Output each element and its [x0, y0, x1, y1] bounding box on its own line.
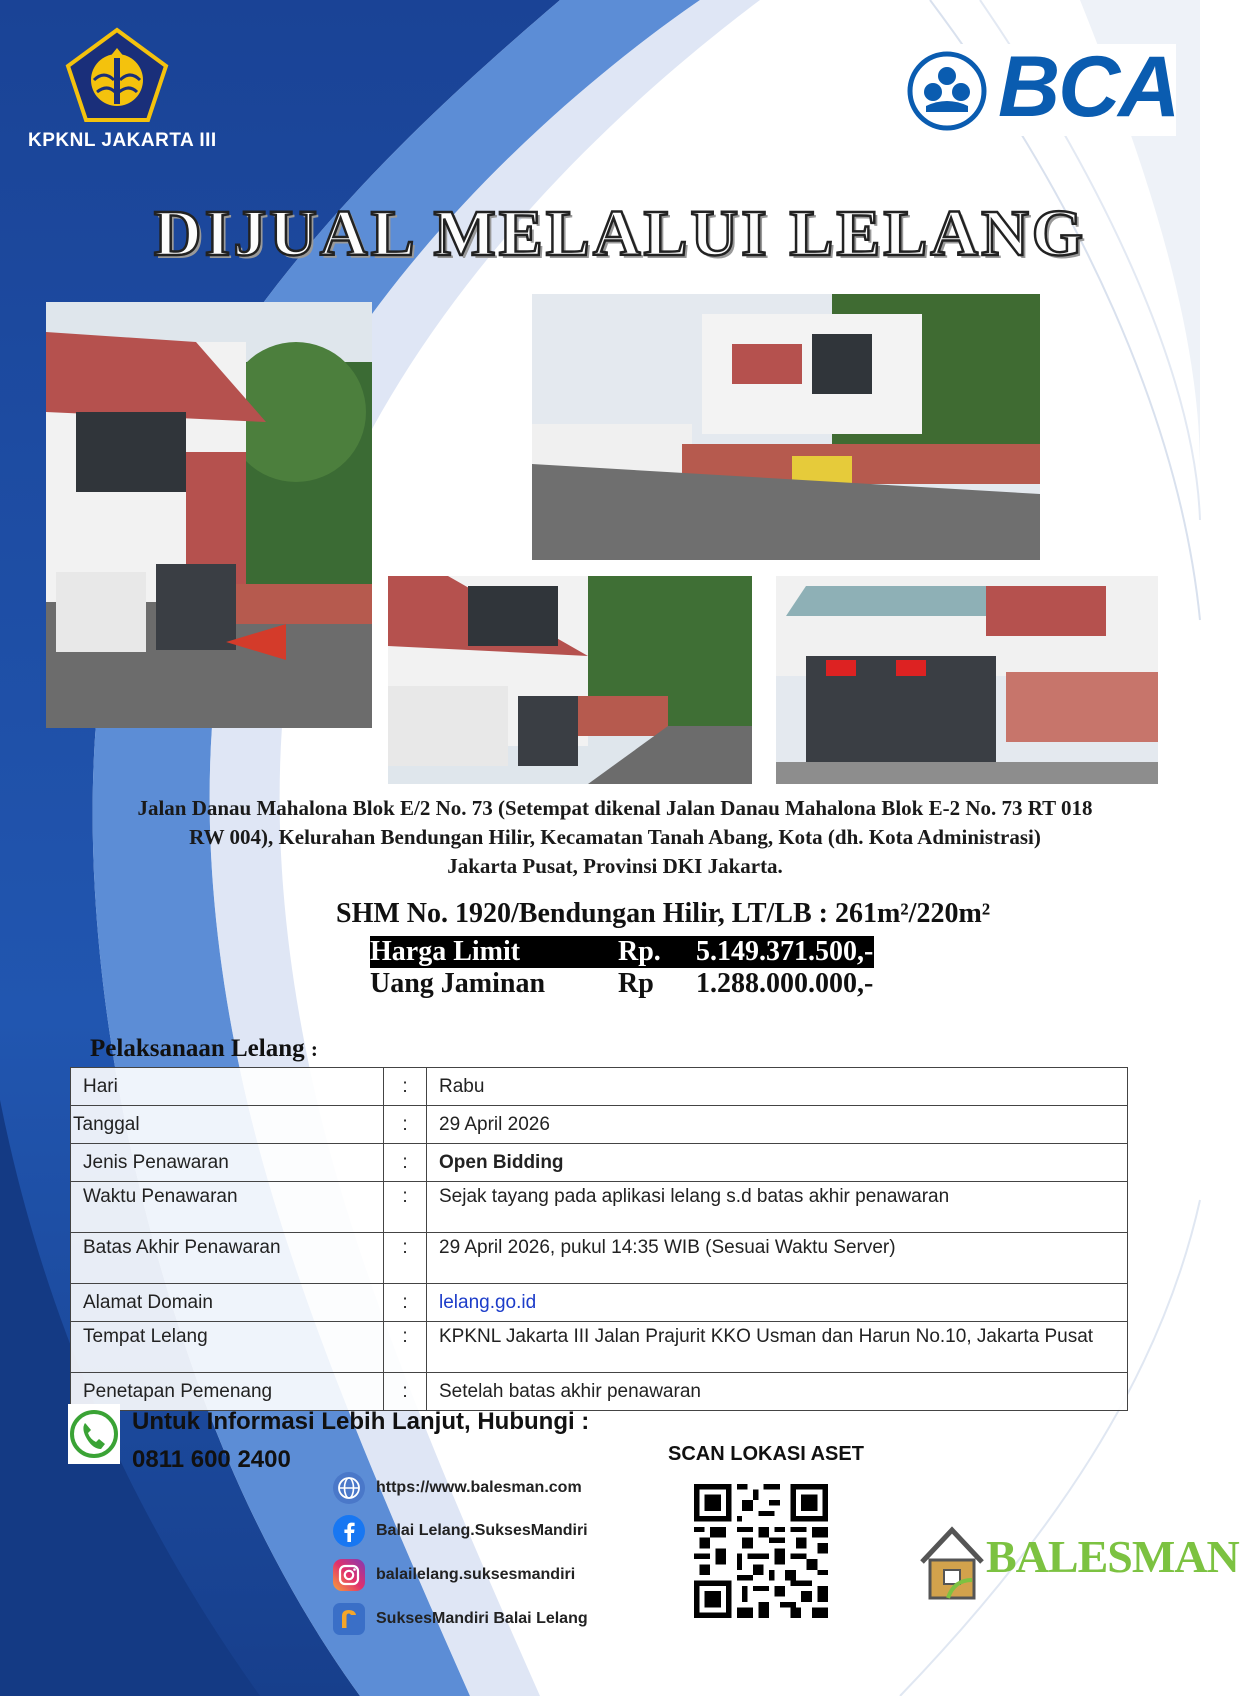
row-separator: :: [384, 1284, 427, 1322]
instagram-item[interactable]: [332, 1557, 662, 1593]
org-name: KPKNL JAKARTA III: [28, 130, 217, 151]
scan-title: SCAN LOKASI ASET: [668, 1443, 864, 1465]
row-value: Sejak tayang pada aplikasi lelang s.d batas akhir penawaran: [427, 1182, 1128, 1233]
row-label: Alamat Domain: [71, 1284, 384, 1322]
schedule-title: [90, 1035, 318, 1063]
property-photo-4: [776, 576, 1158, 784]
property-photo-1: [46, 302, 372, 728]
schedule-title-colon: :: [310, 1037, 318, 1061]
row-value: KPKNL Jakarta III Jalan Prajurit KKO Usman dan Harun No.10, Jakarta Pusat: [427, 1322, 1128, 1373]
globe-icon: [332, 1471, 366, 1505]
table-row: [71, 1182, 1128, 1233]
address-line: Jalan Danau Mahalona Blok E/2 No. 73 (Setempat dikenal Jalan Danau Mahalona Blok E-2 No. 73 RT 018: [137, 796, 1093, 820]
address-line: RW 004), Kelurahan Bendungan Hilir, Kecamatan Tanah Abang, Kota (dh. Kota Administrasi): [189, 825, 1041, 849]
limit-price-label: Harga Limit: [370, 936, 521, 967]
bca-logo-icon: [906, 50, 988, 132]
instagram-text[interactable]: balailelang.suksesmandiri: [376, 1566, 576, 1583]
address-line: Jakarta Pusat, Provinsi DKI Jakarta.: [447, 854, 783, 878]
headline: DIJUAL MELALUI LELANG: [153, 197, 1087, 270]
row-label: Batas Akhir Penawaran: [71, 1233, 384, 1284]
table-row: [71, 1322, 1128, 1373]
phone-number[interactable]: 0811 600 2400: [132, 1446, 291, 1473]
row-label: Tempat Lelang: [71, 1322, 384, 1373]
kemenkeu-emblem-icon: [64, 28, 170, 124]
row-value: Setelah batas akhir penawaran: [427, 1373, 1128, 1411]
website-item[interactable]: [332, 1470, 662, 1506]
row-label: Tanggal: [71, 1106, 384, 1144]
row-label: Waktu Penawaran: [71, 1182, 384, 1233]
row-value: Rabu: [427, 1068, 1128, 1106]
property-photo-2: [532, 294, 1040, 560]
bca-brand-text: BCA: [998, 39, 1179, 135]
row-value: Open Bidding: [427, 1144, 1128, 1182]
deposit-value: 1.288.000.000,-: [696, 968, 874, 999]
facebook-icon: [332, 1514, 366, 1548]
row-separator: :: [384, 1144, 427, 1182]
property-address: [60, 794, 1170, 881]
instagram-icon: [332, 1558, 366, 1592]
limit-price-currency: Rp.: [618, 936, 661, 967]
property-photo-3: [388, 576, 752, 784]
app-text[interactable]: SuksesMandiri Balai Lelang: [376, 1610, 588, 1627]
info-title: Untuk Informasi Lebih Lanjut, Hubungi :: [132, 1408, 590, 1435]
deposit-currency: Rp: [618, 968, 654, 999]
balesman-app-icon: [332, 1602, 366, 1636]
row-value: 29 April 2026, pukul 14:35 WIB (Sesuai Waktu Server): [427, 1233, 1128, 1284]
domain-link[interactable]: lelang.go.id: [427, 1284, 1128, 1322]
row-separator: :: [384, 1068, 427, 1106]
schedule-table: [70, 1067, 1128, 1411]
qr-code-icon[interactable]: [694, 1484, 828, 1618]
website-text[interactable]: https://www.balesman.com: [376, 1479, 582, 1496]
row-separator: :: [384, 1233, 427, 1284]
price-block: [370, 936, 874, 1000]
table-row: [71, 1284, 1128, 1322]
deposit-row: [370, 968, 874, 1000]
limit-price-value: 5.149.371.500,-: [696, 936, 874, 967]
row-separator: :: [384, 1373, 427, 1411]
table-row: [71, 1106, 1128, 1144]
facebook-item[interactable]: [332, 1513, 662, 1549]
row-separator: :: [384, 1182, 427, 1233]
row-separator: :: [384, 1106, 427, 1144]
balesman-brand: BALESMAN: [986, 1531, 1239, 1582]
schedule-title-text: Pelaksanaan Lelang: [90, 1035, 305, 1062]
deposit-label: Uang Jaminan: [370, 968, 546, 999]
limit-price-row: [370, 936, 874, 968]
table-row: [71, 1144, 1128, 1182]
row-separator: :: [384, 1322, 427, 1373]
row-label: Penetapan Pemenang: [71, 1373, 384, 1411]
table-row: [71, 1233, 1128, 1284]
row-label: Jenis Penawaran: [71, 1144, 384, 1182]
certificate-info: SHM No. 1920/Bendungan Hilir, LT/LB : 261m²/220m²: [336, 898, 991, 929]
phone-icon: [68, 1404, 120, 1464]
row-label: Hari: [71, 1068, 384, 1106]
facebook-text[interactable]: Balai Lelang.SuksesMandiri: [376, 1522, 588, 1539]
app-item[interactable]: [332, 1601, 662, 1637]
table-row: [71, 1068, 1128, 1106]
table-row: [71, 1373, 1128, 1411]
row-value: 29 April 2026: [427, 1106, 1128, 1144]
